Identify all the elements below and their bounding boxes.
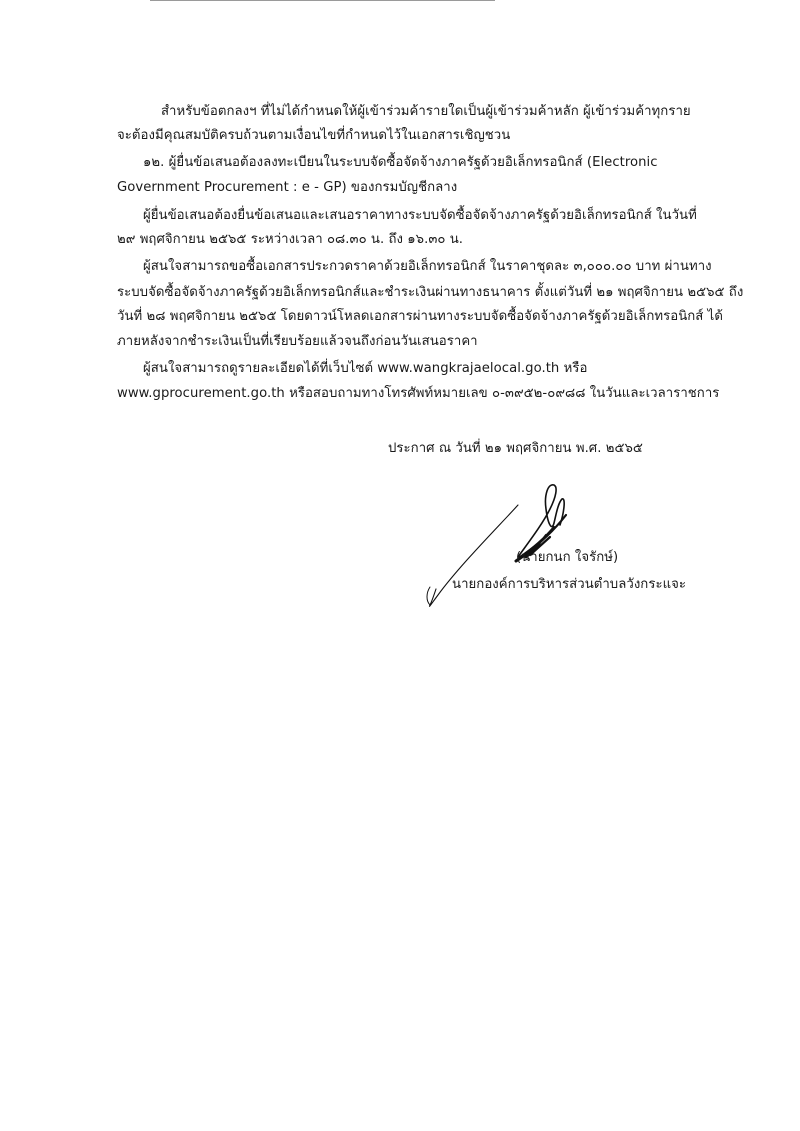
contact-line-1: ผู้สนใจสามารถดูรายละเอียดได้ที่เว็บไซต์ www.wangkrajaelocal.go.th หรือ: [143, 361, 588, 376]
purchase-line-2: ระบบจัดซื้อจัดจ้างภาครัฐด้วยอิเล็กทรอนิกส์และชำระเงินผ่านทางธนาคาร ตั้งแต่วันที่ ๒๑ พฤศจิกายน ๒๕๖๕ ถึง: [117, 285, 744, 300]
submission-line-2: ๒๙ พฤศจิกายน ๒๕๖๕ ระหว่างเวลา ๐๘.๓๐ น. ถึง ๑๖.๓๐ น.: [117, 232, 464, 247]
scan-edge-line: [150, 0, 495, 1]
purchase-line-3: วันที่ ๒๘ พฤศจิกายน ๒๕๖๕ โดยดาวน์โหลดเอกสารผ่านทางระบบจัดซื้อจัดจ้างภาครัฐด้วยอิเล็กทรอนิกส์ ได้: [117, 309, 723, 324]
contact-line-2: www.gprocurement.go.th หรือสอบถามทางโทรศัพท์หมายเลข ๐-๓๙๕๒-๐๙๘๘ ในวันและเวลาราชการ: [117, 386, 720, 401]
signer-position: นายกองค์การบริหารส่วนตำบลวังกระแจะ: [452, 577, 687, 592]
purchase-line-4: ภายหลังจากชำระเงินเป็นที่เรียบร้อยแล้วจนถึงก่อนวันเสนอราคา: [117, 334, 478, 349]
submission-line-1: ผู้ยื่นข้อเสนอต้องยื่นข้อเสนอและเสนอราคาทางระบบจัดซื้อจัดจ้างภาครัฐด้วยอิเล็กทรอนิกส์ ในวันที่: [143, 208, 697, 223]
signer-name: (นายกนก ใจรักษ์): [516, 550, 619, 565]
paragraph-joint-venture-line-2: จะต้องมีคุณสมบัติครบถ้วนตามเงื่อนไขที่กำหนดไว้ในเอกสารเชิญชวน: [117, 128, 511, 143]
purchase-line-1: ผู้สนใจสามารถขอซื้อเอกสารประกวดราคาด้วยอิเล็กทรอนิกส์ ในราคาชุดละ ๓,๐๐๐.๐๐ บาท ผ่านทาง: [143, 259, 712, 274]
item-12-line-2: Government Procurement : e - GP) ของกรมบัญชีกลาง: [117, 180, 458, 195]
announcement-date: ประกาศ ณ วันที่ ๒๑ พฤศจิกายน พ.ศ. ๒๕๖๕: [388, 441, 643, 456]
item-12-line-1: ๑๒. ผู้ยื่นข้อเสนอต้องลงทะเบียนในระบบจัดซื้อจัดจ้างภาครัฐด้วยอิเล็กทรอนิกส์ (Electronic: [143, 155, 658, 170]
paragraph-joint-venture-line-1: สำหรับข้อตกลงฯ ที่ไม่ได้กำหนดให้ผู้เข้าร่วมค้ารายใดเป็นผู้เข้าร่วมค้าหลัก ผู้เข้าร่วมค้าทุกราย: [161, 104, 691, 119]
